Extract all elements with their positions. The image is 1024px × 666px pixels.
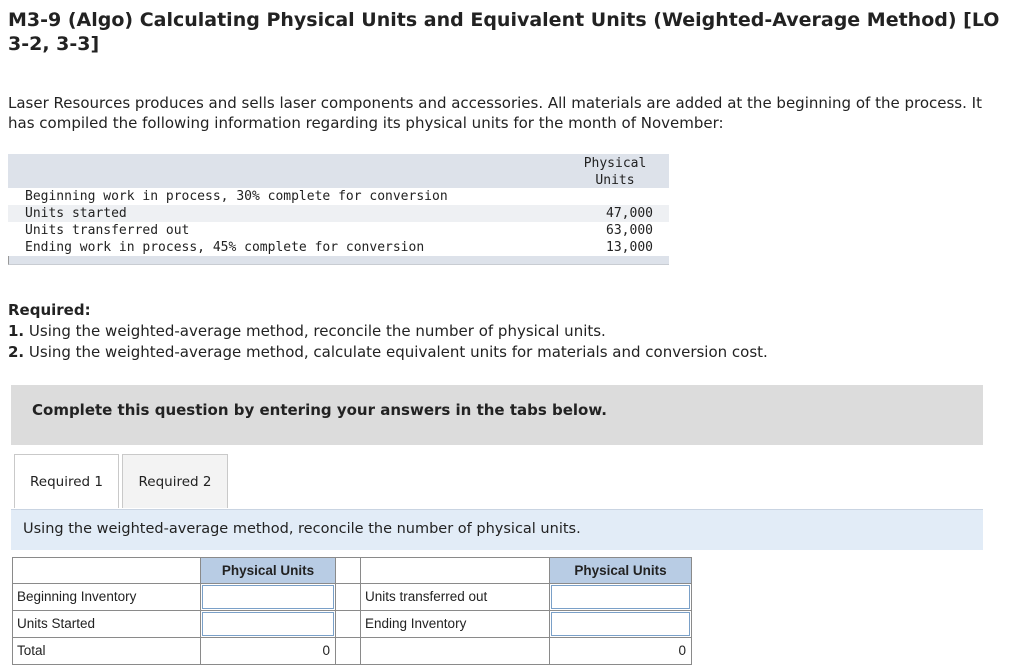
physical-units-data-table	[8, 154, 669, 265]
right-total-value: 0	[549, 637, 692, 665]
ending-inventory-input[interactable]	[551, 612, 690, 636]
problem-intro: Laser Resources produces and sells laser components and accessories. All materials are added at the beginning of the process. It has compiled the following information regarding its physical units for the month of November:	[8, 94, 982, 132]
data-table-row: Ending work in process, 45% complete for conversion 13,000	[25, 240, 653, 255]
total-label: Total	[12, 637, 201, 665]
units-transferred-out-input[interactable]	[551, 585, 690, 609]
instructions-banner-text: Complete this question by entering your answers in the tabs below.	[32, 401, 607, 419]
grid-spacer	[335, 583, 361, 611]
grid-spacer	[335, 557, 361, 584]
required-item: 2. Using the weighted-average method, calculate equivalent units for materials and conversion cost.	[8, 343, 768, 361]
tab-instruction-text: Using the weighted-average method, reconcile the number of physical units.	[23, 521, 581, 537]
left-total-value: 0	[200, 637, 336, 665]
data-table-row: Beginning work in process, 30% complete for conversion	[25, 189, 448, 204]
beginning-inventory-cell[interactable]	[200, 583, 336, 611]
ending-inventory-label: Ending Inventory	[360, 610, 550, 638]
grid-spacer	[335, 610, 361, 638]
units-transferred-out-cell[interactable]	[549, 583, 692, 611]
required-item: 1. Using the weighted-average method, reconcile the number of physical units.	[8, 322, 606, 340]
grid-header-blank	[12, 557, 201, 584]
required-heading: Required:	[8, 301, 91, 319]
units-started-input[interactable]	[202, 612, 334, 636]
page-title: M3-9 (Algo) Calculating Physical Units and Equivalent Units (Weighted-Average Method) [LO 3-2, 3-3]	[8, 9, 1000, 55]
beginning-inventory-input[interactable]	[202, 585, 334, 609]
right-physical-units-header: Physical Units	[549, 557, 692, 584]
grid-header-blank	[360, 557, 550, 584]
data-table-column-header: Physical Units	[583, 156, 647, 188]
units-started-cell[interactable]	[200, 610, 336, 638]
data-table-header	[8, 154, 669, 188]
tab-instruction	[11, 509, 983, 550]
ending-inventory-cell[interactable]	[549, 610, 692, 638]
data-table-footer	[8, 256, 669, 265]
grid-spacer	[335, 637, 361, 665]
data-table-row: Units transferred out 63,000	[25, 223, 653, 238]
left-physical-units-header: Physical Units	[200, 557, 336, 584]
data-table-row: Units started 47,000	[8, 205, 669, 222]
grid-blank-cell	[360, 637, 550, 665]
required-section	[8, 300, 1008, 363]
beginning-inventory-label: Beginning Inventory	[12, 583, 201, 611]
tab-required-1[interactable]: Required 1	[14, 454, 119, 508]
units-started-label: Units Started	[12, 610, 201, 638]
tab-required-2[interactable]: Required 2	[122, 454, 228, 508]
units-transferred-out-label: Units transferred out	[360, 583, 550, 611]
instructions-banner	[11, 385, 983, 445]
